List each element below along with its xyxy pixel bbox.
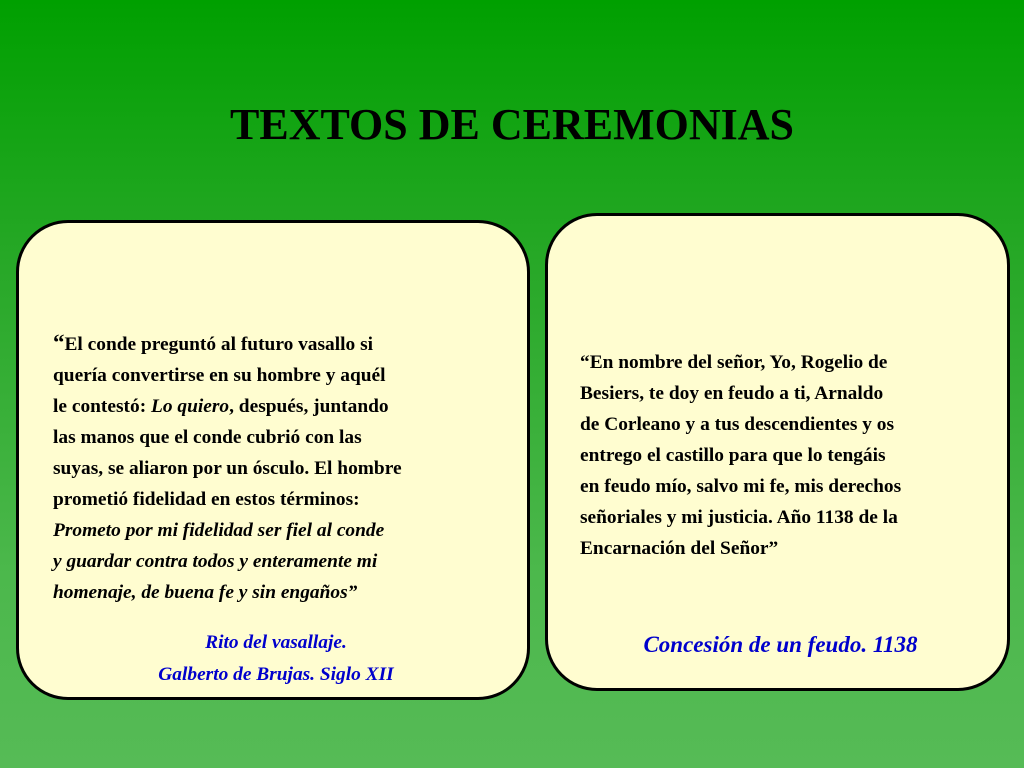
left-text-card [16, 220, 530, 700]
right-quote-line-3: de Corleano y a tus descendientes y os [580, 414, 895, 435]
left-quote-line-6: prometió fidelidad en estos términos: [53, 489, 360, 510]
left-quote-line-2: quería convertirse en su hombre y aquél [53, 365, 386, 386]
slide-title: TEXTOS DE CEREMONIAS [230, 100, 794, 149]
right-quote-line-2: Besiers, te doy en feudo a ti, Arnaldo [580, 383, 884, 404]
left-caption [19, 627, 533, 691]
left-quote-line-4: las manos que el conde cubrió con las [53, 427, 362, 448]
left-quote-line-3 [53, 391, 402, 422]
left-quote-line-8: y guardar contra todos y enteramente mi [53, 551, 378, 572]
right-quote-line-1: “En nombre del señor, Yo, Rogelio de [580, 352, 888, 373]
left-caption-line-1: Rito del vasallaje. [205, 632, 347, 653]
right-quote [580, 347, 901, 564]
left-caption-line-2: Galberto de Brujas. Siglo XII [158, 664, 394, 685]
left-quote-line-1-text: El conde preguntó al futuro vasallo si [64, 334, 373, 355]
left-quote-line-7: Prometo por mi fidelidad ser fiel al conde [53, 520, 385, 541]
left-quote-line-3-start: le contestó: [53, 396, 151, 417]
left-quote [53, 327, 402, 608]
right-quote-line-6: señoriales y mi justicia. Año 1138 de la [580, 507, 898, 528]
left-quote-open-mark: “ [53, 330, 65, 355]
right-quote-line-4: entrego el castillo para que lo tengáis [580, 445, 886, 466]
right-quote-line-7: Encarnación del Señor” [580, 538, 779, 559]
right-text-card [545, 213, 1010, 691]
left-quote-line-5: suyas, se aliaron por un ósculo. El hombre [53, 458, 402, 479]
left-quote-line-9: homenaje, de buena fe y sin engaños” [53, 582, 358, 603]
right-quote-line-5: en feudo mío, salvo mi fe, mis derechos [580, 476, 902, 497]
left-quote-line-3-italic: Lo quiero [151, 396, 230, 417]
left-quote-line-3-end: , después, juntando [229, 396, 389, 417]
right-caption: Concesión de un feudo. 1138 [643, 632, 918, 657]
left-quote-line-1 [53, 327, 402, 360]
